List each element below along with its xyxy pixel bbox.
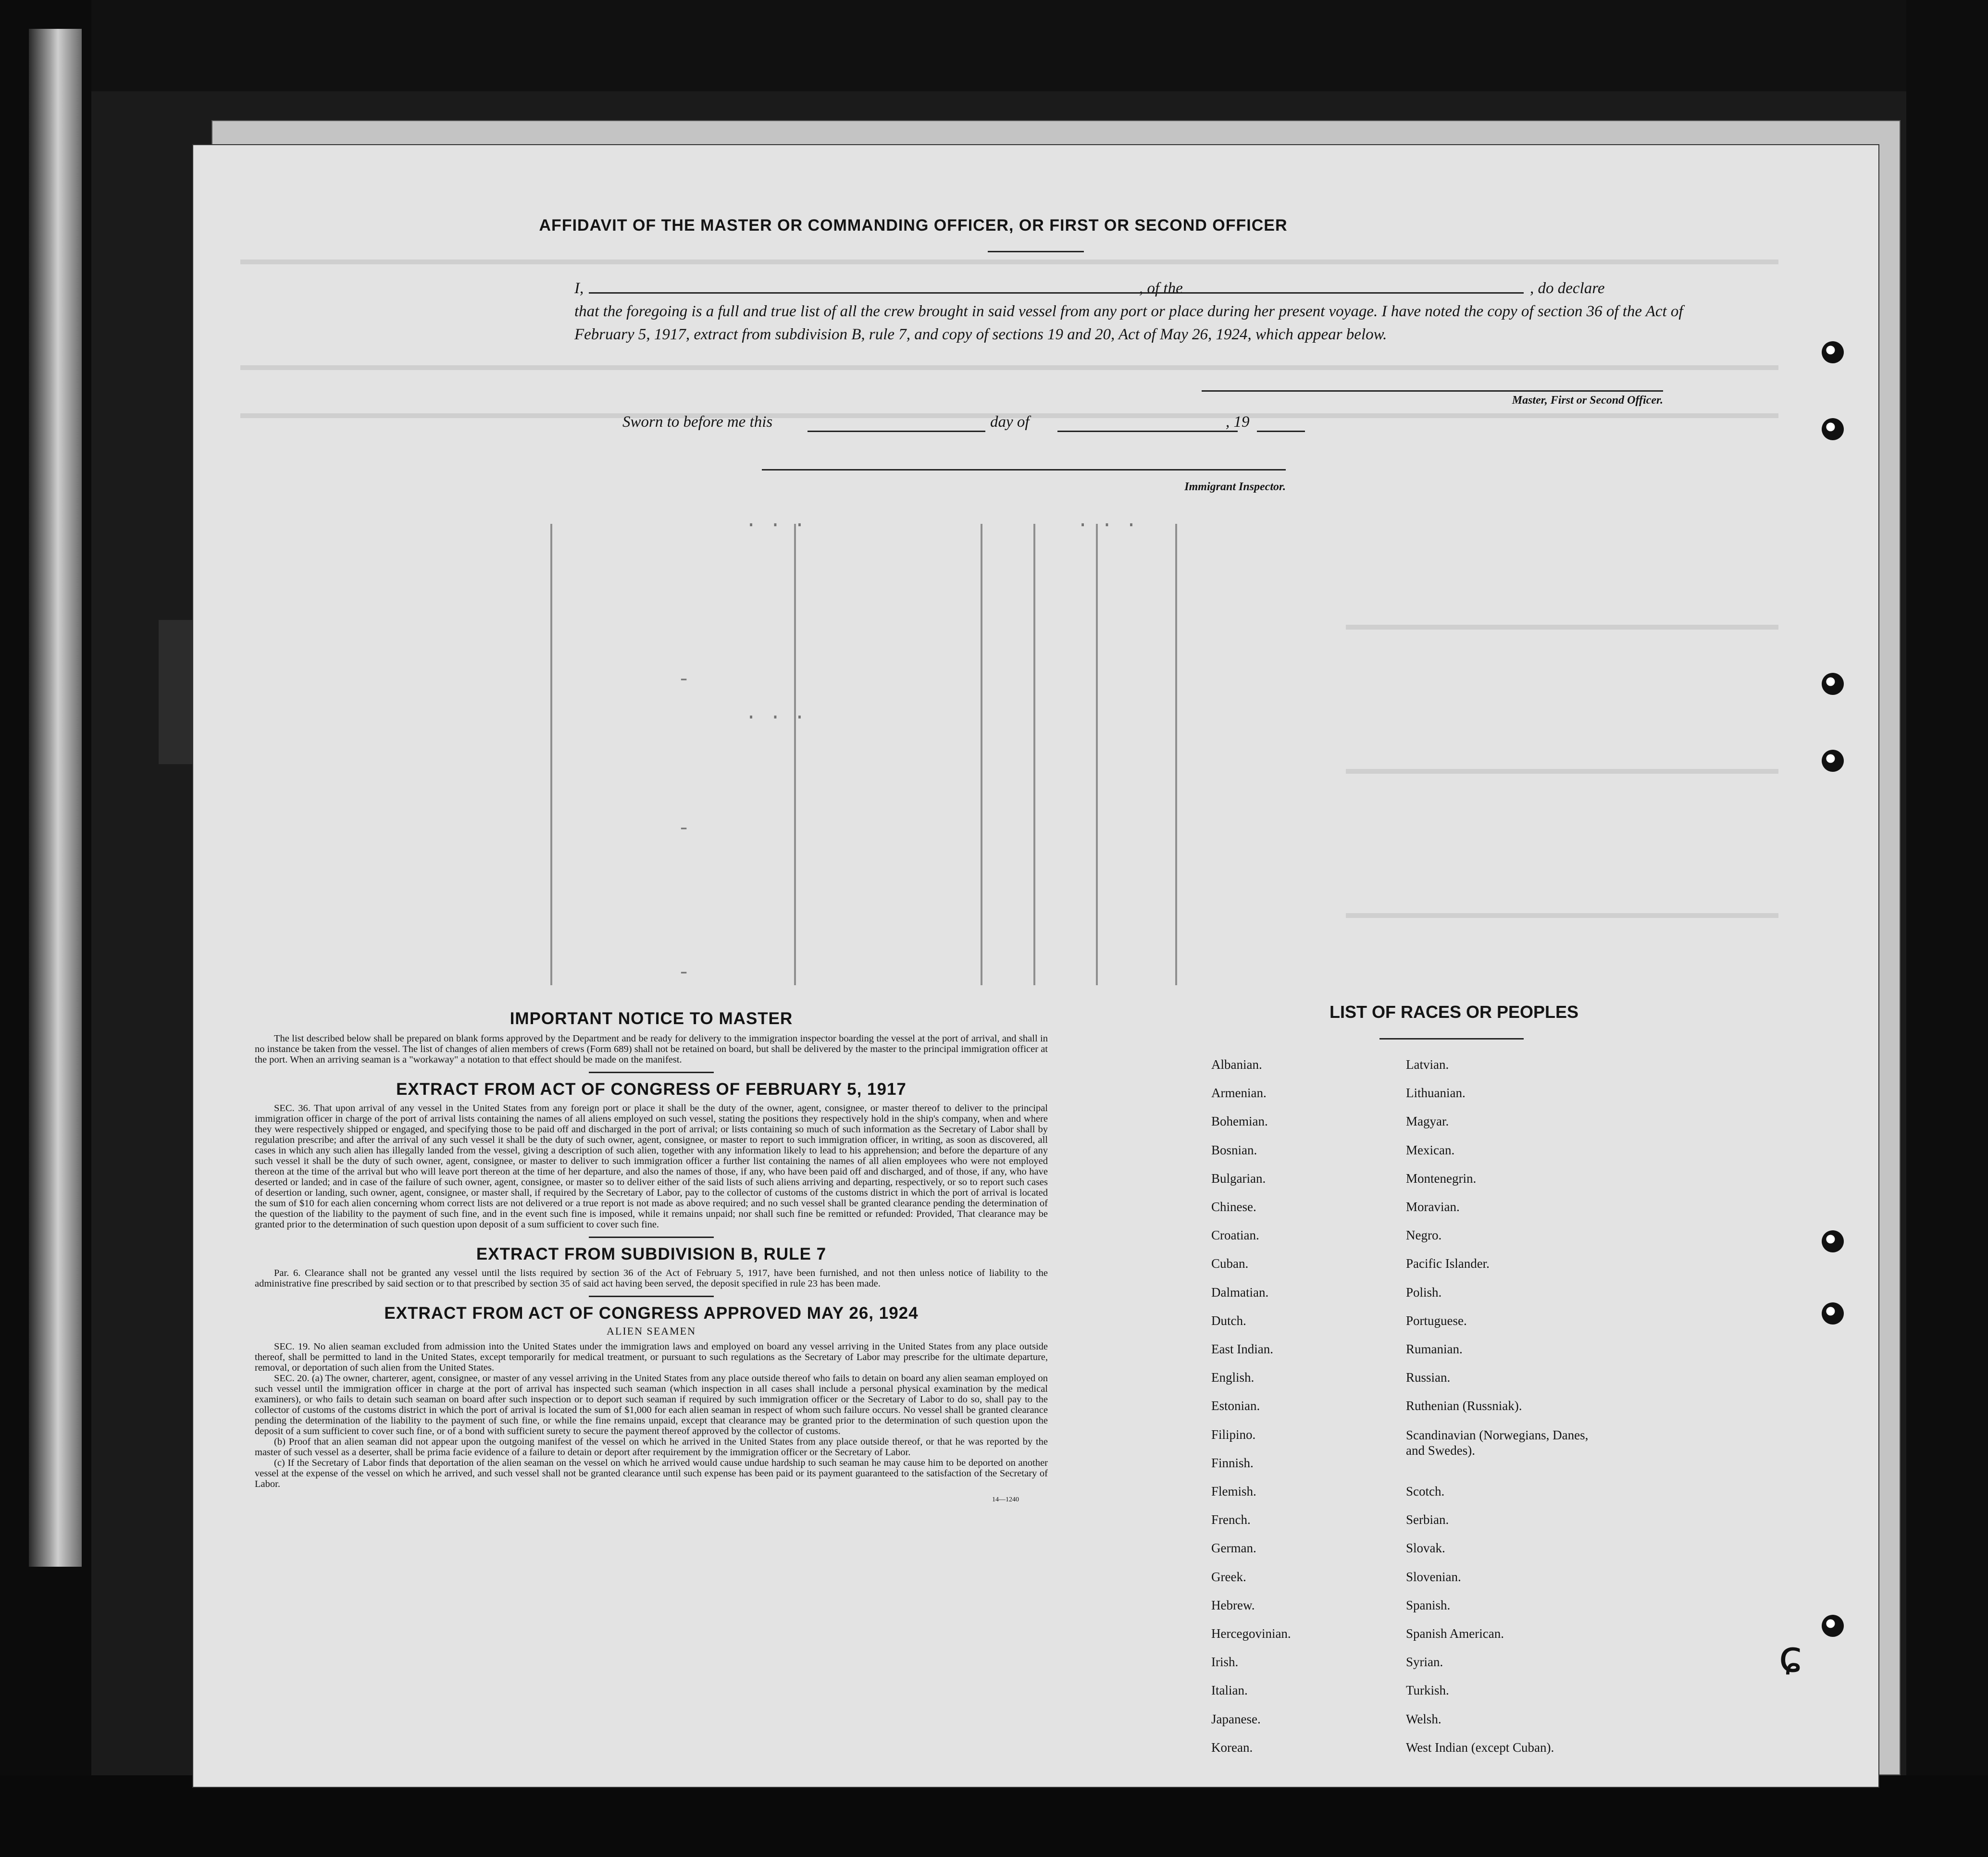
race-item: Turkish. <box>1406 1683 1449 1698</box>
race-item: East Indian. <box>1211 1342 1273 1356</box>
section-divider <box>589 1296 714 1297</box>
race-item: Finnish. <box>1211 1455 1254 1470</box>
races-title: LIST OF RACES OR PEOPLES <box>1329 1002 1579 1022</box>
column-rule <box>1033 524 1035 985</box>
punch-hole-icon <box>1822 418 1844 440</box>
sec-20a-text: SEC. 20. (a) The owner, charterer, agent, consignee, or master of any vessel arriving in the United States from any place outside thereof who fails to detain on board any alien seaman employed on such vessel until the immigration officer in charge at the port of arrival has inspected such seaman (which inspection in all cases shall include a personal physical examination by the medical examiners), or who fails to detain such seaman on board after such inspection or to deport such seaman if required by such immigration officer or the Secretary of Labor to do so, shall pay to the collector of customs of the customs district in which the port of arrival is located the sum of $1,000 for each alien seaman in respect of whom such failure occurs. No vessel shall be granted clearance pending the determination of the liability to the payment of such fine, or while the fine remains unpaid, except that clearance may be granted prior to the determination of such question upon the deposit of a sum sufficient to cover such fine, or of a bond with sufficient surety to secure the payment thereof approved by the collector of customs. <box>255 1373 1048 1436</box>
race-item: Dutch. <box>1211 1313 1246 1328</box>
sec-20b-text: (b) Proof that an alien seaman did not appear upon the outgoing manifest of the vessel on which he arrived in the United States from any place outside thereof, or that he was reported by the master of such vessel as a deserter, shall be prima facie evidence of a failure to detain or deport after requirement by the immigration officer or the Secretary of Labor. <box>255 1436 1048 1458</box>
race-item: Russian. <box>1406 1370 1451 1385</box>
ditto-mark: - <box>678 817 690 840</box>
column-rule <box>981 524 982 985</box>
punch-hole-icon <box>1822 341 1844 363</box>
race-item: Bosnian. <box>1211 1142 1257 1157</box>
ditto-mark: . . . <box>745 702 806 725</box>
punch-hole-icon <box>1822 750 1844 772</box>
race-item: Japanese. <box>1211 1711 1261 1726</box>
race-item: Estonian. <box>1211 1399 1260 1413</box>
sworn-label: Sworn to before me this <box>622 413 773 431</box>
races-title-underline <box>1379 1038 1524 1040</box>
extract-1917-title: EXTRACT FROM ACT OF CONGRESS OF FEBRUARY 5, 1917 <box>396 1080 907 1099</box>
race-item: Italian. <box>1211 1683 1248 1698</box>
race-item: Mexican. <box>1406 1142 1455 1157</box>
day-of-label: day of <box>990 413 1030 431</box>
sworn-year-blank[interactable] <box>1257 431 1305 432</box>
sec-19-text: SEC. 19. No alien seaman excluded from admission into the United States under the immigration laws and employed on board any vessel arriving in the United States from any place outside thereof, shall be permitted to land in the United States, except temporarily for medical treatment, or pursuant to such regulations as the Secretary of Labor may prescribe for the ultimate departure, removal, or deportation of such alien from the United States. <box>255 1341 1048 1373</box>
race-item: Scandinavian (Norwegians, Danes, and Swedes). <box>1406 1427 1589 1458</box>
race-item: German. <box>1211 1541 1256 1556</box>
section-divider <box>589 1072 714 1073</box>
race-item: Montenegrin. <box>1406 1171 1477 1186</box>
race-item: Croatian. <box>1211 1228 1259 1243</box>
section-divider <box>589 1237 714 1238</box>
race-item: Lithuanian. <box>1406 1086 1466 1101</box>
race-item: French. <box>1211 1512 1251 1527</box>
race-item: Irish. <box>1211 1655 1239 1670</box>
race-item: Magyar. <box>1406 1114 1449 1129</box>
punch-hole-icon <box>1822 673 1844 695</box>
race-item: Flemish. <box>1211 1484 1256 1498</box>
ditto-mark: . . . <box>745 509 806 532</box>
race-item: Korean. <box>1211 1740 1253 1755</box>
affidavit-i: I, <box>574 280 584 297</box>
binder-bracket <box>159 620 192 764</box>
race-item: West Indian (except Cuban). <box>1406 1740 1554 1755</box>
race-item: Slovak. <box>1406 1541 1445 1556</box>
sworn-day-blank[interactable] <box>808 431 985 432</box>
bleed-through <box>240 260 1778 264</box>
race-item: Spanish American. <box>1406 1626 1504 1641</box>
race-item: Moravian. <box>1406 1200 1460 1214</box>
race-item: Ruthenian (Russniak). <box>1406 1399 1522 1413</box>
race-item: Hebrew. <box>1211 1597 1255 1612</box>
form-number: 14—1240 <box>992 1496 1019 1503</box>
race-item: Albanian. <box>1211 1057 1262 1072</box>
race-item: English. <box>1211 1370 1255 1385</box>
punch-hole-icon <box>1822 1302 1844 1325</box>
extract-1917-text: SEC. 36. That upon arrival of any vessel in the United States from any foreign port or place it shall be the duty of the owner, agent, consignee, or master thereof to deliver to the principal immigration officer in charge of the port of arrival lists containing the names of all aliens employed on such vessel, stating the positions they respectively hold in the ship's company, when and where they were respectively shipped or engaged, and specifying those to be paid off and discharged in the port of arrival; or lists containing so much of such information as the Secretary of Labor shall by regulation prescribe; and after the arrival of any such vessel it shall be the duty of such owner, agent, consignee, or master to report to such immigration officer, in writing, as soon as discovered, all cases in which any such alien has illegally landed from the vessel, giving a description of such alien, together with any information likely to lead to his apprehension; and before the departure of any such vessel it shall be the duty of such owner, agent, consignee, or master to deliver to such immigration officer a further list containing the names of all alien employees who were not employed thereon at the time of the arrival but who will leave port thereon at the time of her departure, and also the names of those, if any, who have been paid off and discharged, and of those, if any, who have deserted or landed; and in case of the failure of such owner, agent, consignee, or master so to deliver either of the said lists of such aliens arriving and departing, respectively, or so to report such cases of desertion or landing, such owner, agent, consignee, or master shall, if required by the Secretary of Labor, pay to the collector of customs of the customs district in which the port of arrival is located the sum of $10 for each alien concerning whom correct lists are not delivered or a true report is not made as above required; and no such vessel shall be granted clearance pending the determination of the question of the liability to the payment of such fine, and in the event such fine is imposed, while it remains unpaid; nor shall such fine be remitted or refunded: Provided, That clearance may be granted prior to the determination of such question upon deposit of a sum sufficient to cover such fine. <box>255 1103 1048 1230</box>
race-item: Hercegovinian. <box>1211 1626 1291 1641</box>
race-item: Rumanian. <box>1406 1342 1463 1356</box>
notice-title: IMPORTANT NOTICE TO MASTER <box>509 1009 793 1028</box>
race-item: Portuguese. <box>1406 1313 1467 1328</box>
race-item: Greek. <box>1211 1569 1246 1584</box>
notice-text: The list described below shall be prepared on blank forms approved by the Department and be ready for delivery to the immigration inspector boarding the vessel at the port of arrival, and shall in no instance be taken from the vessel. The list of changes of alien members of crews (Form 689) shall not be retained on board, but shall be delivered by the master to the principal immigration officer at the port. When an arriving seaman is a "workaway" a notation to that effect should be made on the manifest. <box>255 1033 1048 1065</box>
ditto-mark: - <box>678 668 690 691</box>
race-item: Pacific Islander. <box>1406 1256 1490 1271</box>
column-rule <box>550 524 552 985</box>
film-border-right <box>1906 0 1988 1857</box>
ditto-mark: . . . <box>1077 509 1138 532</box>
race-item: Polish. <box>1406 1285 1442 1300</box>
alien-seamen-subtitle: ALIEN SEAMEN <box>607 1325 696 1337</box>
bleed-through <box>1346 625 1778 630</box>
master-name-blank[interactable] <box>589 292 1137 294</box>
year-prefix: , 19 <box>1226 413 1250 431</box>
race-item: Serbian. <box>1406 1512 1449 1527</box>
signature-blank[interactable] <box>1202 390 1663 392</box>
signature-caption: Master, First or Second Officer. <box>1512 394 1663 407</box>
column-rule <box>1175 524 1177 985</box>
race-item: Negro. <box>1406 1228 1442 1243</box>
ditto-mark: - <box>678 961 690 984</box>
inspector-caption: Immigrant Inspector. <box>1184 481 1286 493</box>
bleed-through <box>240 365 1778 370</box>
race-item: Scotch. <box>1406 1484 1445 1498</box>
race-item: Latvian. <box>1406 1057 1449 1072</box>
affidavit-title: AFFIDAVIT OF THE MASTER OR COMMANDING OFFICER, OR FIRST OR SECOND OFFICER <box>539 216 1288 235</box>
race-item: Slovenian. <box>1406 1569 1461 1584</box>
extract-rule7-title: EXTRACT FROM SUBDIVISION B, RULE 7 <box>476 1245 827 1263</box>
title-underline <box>988 251 1084 252</box>
race-item: Filipino. <box>1211 1427 1256 1442</box>
race-item: Cuban. <box>1211 1256 1249 1271</box>
notices-column <box>255 1009 1048 1504</box>
extract-1924-title: EXTRACT FROM ACT OF CONGRESS APPROVED MAY 26, 1924 <box>384 1304 919 1323</box>
inspector-signature-blank[interactable] <box>762 469 1286 470</box>
race-item: Armenian. <box>1211 1086 1267 1101</box>
punch-hole-icon <box>1822 1230 1844 1252</box>
handwritten-mark: ɕ <box>1778 1632 1802 1682</box>
punch-hole-icon <box>1822 1615 1844 1637</box>
race-item: Dalmatian. <box>1211 1285 1269 1300</box>
race-item: Bohemian. <box>1211 1114 1268 1129</box>
extract-rule7-text: Par. 6. Clearance shall not be granted any vessel until the lists required by section 36 of the Act of February 5, 1917, have been furnished, and not then unless notice of liability to the administrative fine prescribed by said section or to that prescribed by section 35 of said act having been served, the deposit specified in rule 23 has been made. <box>255 1268 1048 1289</box>
affidavit-of-the: , of the <box>1139 280 1183 297</box>
bleed-through <box>1346 913 1778 918</box>
race-item: Welsh. <box>1406 1711 1441 1726</box>
document-page <box>192 144 1879 1788</box>
column-rule <box>794 524 796 985</box>
race-item: Spanish. <box>1406 1597 1451 1612</box>
affidavit-declare: , do declare <box>1530 280 1605 297</box>
race-item: Syrian. <box>1406 1655 1443 1670</box>
affidavit-body: that the foregoing is a full and true list of all the crew brought in said vessel from any port or place during her present voyage. I have noted the copy of section 36 of the Act of February 5, 1917, extract from subdivision B, rule 7, and copy of sections 19 and 20, Act of May 26, 1924, which appear below. <box>574 303 1683 343</box>
sworn-month-blank[interactable] <box>1057 431 1238 432</box>
bleed-through <box>1346 769 1778 774</box>
film-border-top <box>91 0 1988 91</box>
film-strip <box>29 29 82 1567</box>
vessel-name-blank[interactable] <box>1101 292 1524 294</box>
race-item: Bulgarian. <box>1211 1171 1266 1186</box>
sec-20c-text: (c) If the Secretary of Labor finds that deportation of the alien seaman on the vessel on which he arrived would cause undue hardship to such seaman he may cause him to be deported on another vessel at the expense of the vessel on which he arrived, and such vessel shall not be granted clearance until such expense has been paid or its payment guaranteed to the satisfaction of the Secretary of Labor. <box>255 1458 1048 1489</box>
race-item: Chinese. <box>1211 1200 1256 1214</box>
column-rule <box>1096 524 1098 985</box>
